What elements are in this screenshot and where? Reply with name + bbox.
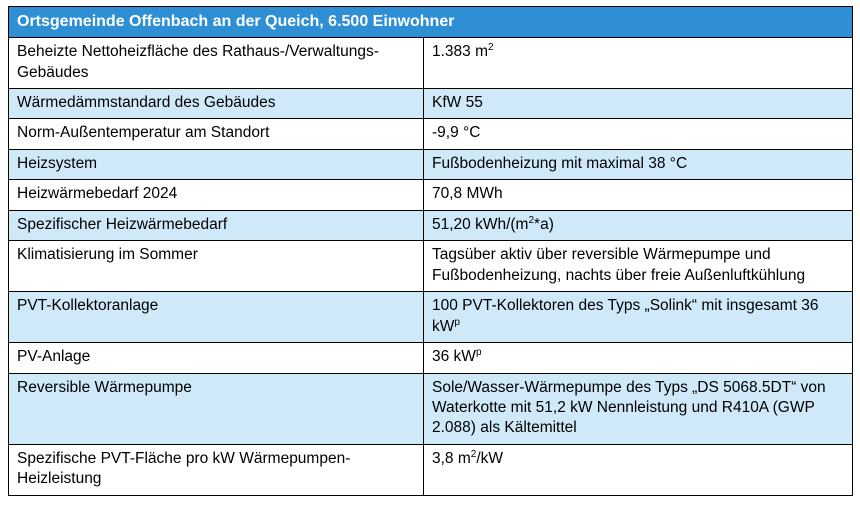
row-value — [424, 38, 853, 89]
row-value-text: Fußbodenheizung mit maximal 38 °C — [432, 154, 688, 172]
row-label-text: Spezifischer Heizwärmebedarf — [17, 215, 228, 233]
table-row — [9, 210, 853, 240]
row-label — [9, 373, 424, 444]
row-label-text: Heizwärmebedarf 2024 — [17, 185, 178, 203]
table-row — [9, 119, 853, 149]
row-value — [424, 292, 853, 343]
row-label — [9, 241, 424, 292]
row-value — [424, 180, 853, 210]
value-superscript: 2 — [470, 448, 477, 460]
row-value — [424, 210, 853, 240]
row-label-text: Reversible Wärmepumpe — [17, 378, 192, 396]
value-superscript: p — [475, 346, 482, 358]
row-value-text: KfW 55 — [432, 94, 483, 112]
row-value-text: Tagsüber aktiv über reversible Wärmepumpe und Fußbodenheizung, nachts über freie Außenluftkühlung — [432, 246, 806, 284]
row-value — [424, 149, 853, 179]
table-row — [9, 444, 853, 495]
row-value-text: 70,8 MWh — [432, 185, 503, 203]
row-value — [424, 444, 853, 495]
table-row — [9, 373, 853, 444]
value-superscript: p — [454, 316, 460, 328]
table-header-row — [9, 7, 853, 38]
row-label — [9, 149, 424, 179]
row-value-text: 3,8 $m^2/kW$ — [432, 448, 504, 467]
row-label-text: PVT-Kollektoranlage — [17, 297, 159, 315]
table-row — [9, 241, 853, 292]
row-label-text: PV-Anlage — [17, 348, 91, 366]
row-value — [424, 119, 853, 149]
row-value-text: 51,20 kWh/$(m^2*a)$ — [432, 214, 554, 233]
row-value — [424, 373, 853, 444]
table-row — [9, 89, 853, 119]
row-label-text: Wärmedämmstandard des Gebäudes — [17, 94, 276, 112]
row-value-text: -9,9 °C — [432, 124, 481, 142]
table-row — [9, 38, 853, 89]
row-value-text: 36 $kW^p$ — [432, 346, 482, 366]
row-label — [9, 343, 424, 373]
table-row — [9, 343, 853, 373]
value-superscript: 2 — [528, 214, 535, 226]
table-row — [9, 149, 853, 179]
row-label — [9, 180, 424, 210]
row-label-text: Spezifische PVT-Fläche pro kW Wärmepumpen-Heizleistung — [17, 449, 351, 488]
row-label-text: Heizsystem — [17, 154, 98, 172]
row-value — [424, 241, 853, 292]
value-superscript: 2 — [488, 41, 494, 53]
table-title: Ortsgemeinde Offenbach an der Queich, 6.500 Einwohner — [9, 7, 853, 38]
table-body — [9, 38, 853, 496]
row-value-text: 100 PVT-Kollektoren des Typs „Solink“ mit insgesamt 36 $kW^p$ — [432, 297, 823, 335]
row-value-text: Sole/Wasser-Wärmepumpe des Typs „DS 5068.5DT“ von Waterkotte mit 51,2 kW Nennleistung und R410A (GWP 2.088) als Kältemittel — [432, 378, 830, 437]
row-label — [9, 210, 424, 240]
row-label-text: Beheizte Nettoheizfläche des Rathaus-/Verwaltungs-Gebäudes — [17, 43, 379, 81]
row-label — [9, 89, 424, 119]
row-label-text: Norm-Außentemperatur am Standort — [17, 124, 270, 142]
row-value — [424, 89, 853, 119]
row-label — [9, 119, 424, 149]
table-row — [9, 180, 853, 210]
table-row — [9, 292, 853, 343]
row-label — [9, 38, 424, 89]
row-label — [9, 292, 424, 343]
row-label-text: Klimatisierung im Sommer — [17, 246, 198, 264]
row-value-text: 1.383 $m^2$ — [432, 41, 494, 61]
building-spec-table — [8, 6, 853, 496]
row-label — [9, 444, 424, 495]
row-value — [424, 343, 853, 373]
